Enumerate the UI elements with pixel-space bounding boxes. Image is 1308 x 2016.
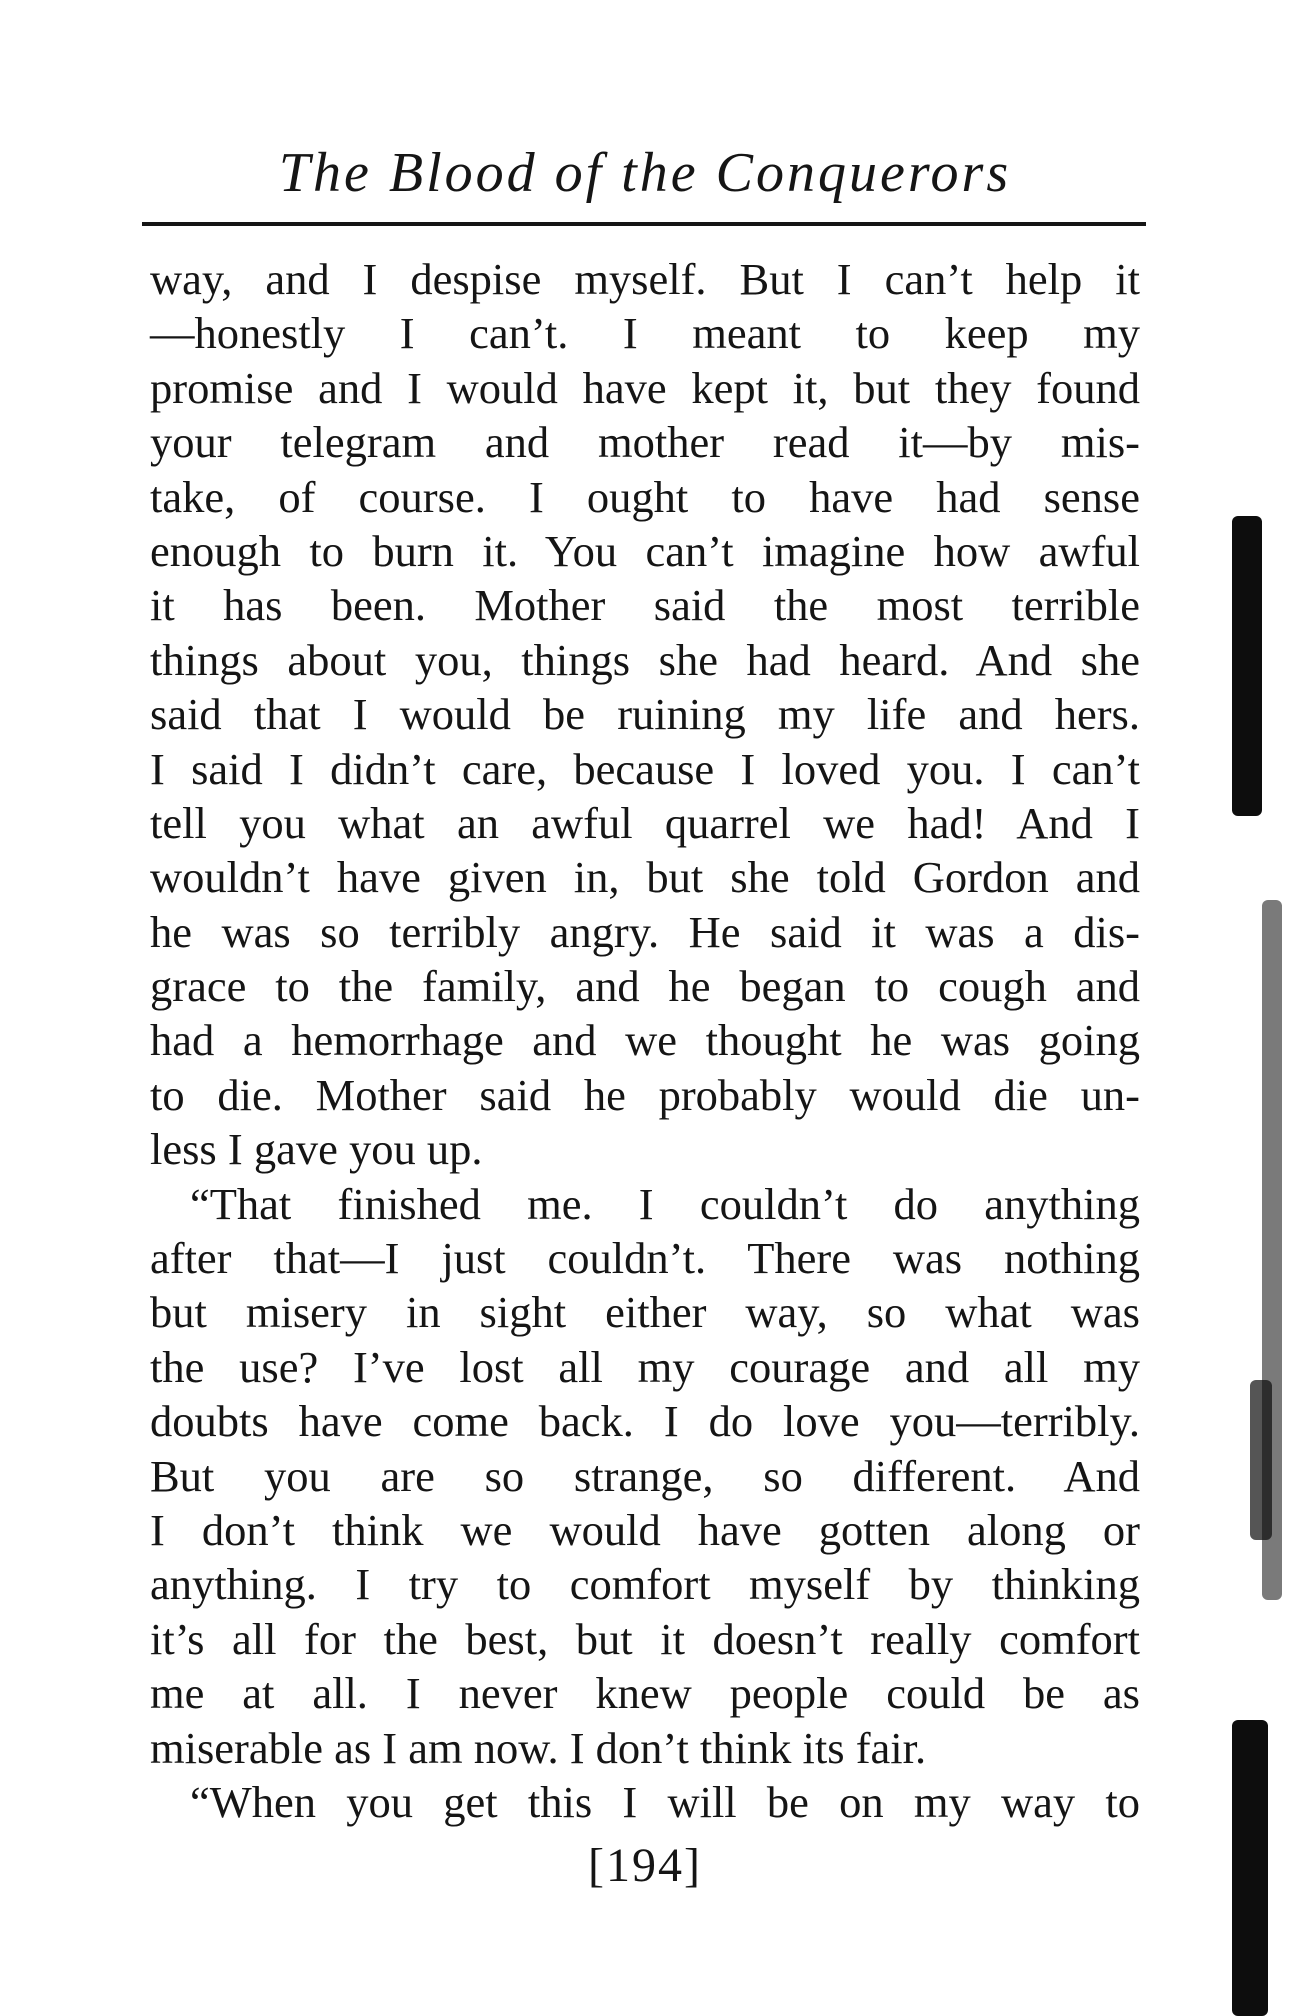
text-line-paragraph-start: “That finished me. I couldn’t do anything: [190, 1178, 1140, 1229]
text-line: he was so terribly angry. He said it was a dis-: [150, 906, 1140, 957]
text-line: grace to the family, and he began to cough and: [150, 961, 1140, 1012]
text-line: to die. Mother said he probably would die un-: [150, 1069, 1140, 1120]
text-line: things about you, things she had heard. And she: [150, 634, 1140, 685]
text-line: it has been. Mother said the most terrible: [150, 580, 1140, 631]
text-line: I don’t think we would have gotten along or: [150, 1504, 1140, 1555]
text-line: I said I didn’t care, because I loved you. I can’t: [150, 743, 1140, 794]
text-line: take, of course. I ought to have had sense: [150, 471, 1140, 522]
text-line: promise and I would have kept it, but they found: [150, 362, 1140, 413]
text-line-paragraph-end: miserable as I am now. I don’t think its fair.: [150, 1722, 927, 1773]
text-line: doubts have come back. I do love you—terribly.: [150, 1396, 1140, 1447]
text-line: enough to burn it. You can’t imagine how awful: [150, 525, 1140, 576]
text-line: way, and I despise myself. But I can’t help it: [150, 254, 1140, 304]
text-line-paragraph-end: less I gave you up.: [150, 1124, 483, 1175]
scan-edge-shadow: [1232, 516, 1262, 816]
text-line: but misery in sight either way, so what was: [150, 1287, 1140, 1338]
text-line: me at all. I never knew people could be as: [150, 1668, 1140, 1719]
text-line: it’s all for the best, but it doesn’t really comfort: [150, 1613, 1140, 1664]
page-number: [194]: [588, 1839, 702, 1892]
header-rule: [142, 222, 1146, 226]
running-head: The Blood of the Conquerors: [278, 142, 1012, 204]
text-line: had a hemorrhage and we thought he was going: [150, 1015, 1140, 1066]
text-line: the use? I’ve lost all my courage and all my: [150, 1341, 1140, 1392]
scan-edge-shadow: [1250, 1380, 1272, 1540]
body-text: [150, 252, 1140, 1829]
text-line: your telegram and mother read it—by mis-: [150, 417, 1140, 468]
text-line: tell you what an awful quarrel we had! And I: [150, 797, 1140, 848]
text-line: anything. I try to comfort myself by thinking: [150, 1559, 1140, 1610]
scan-edge-shadow: [1232, 1720, 1268, 2016]
text-line: But you are so strange, so different. And: [150, 1450, 1140, 1501]
text-line-paragraph-start: “When you get this I will be on my way to: [190, 1776, 1140, 1827]
text-line: said that I would be ruining my life and hers.: [150, 689, 1140, 740]
text-line: wouldn’t have given in, but she told Gordon and: [150, 852, 1140, 903]
text-line: —honestly I can’t. I meant to keep my: [150, 308, 1140, 359]
text-line: after that—I just couldn’t. There was nothing: [150, 1233, 1140, 1284]
